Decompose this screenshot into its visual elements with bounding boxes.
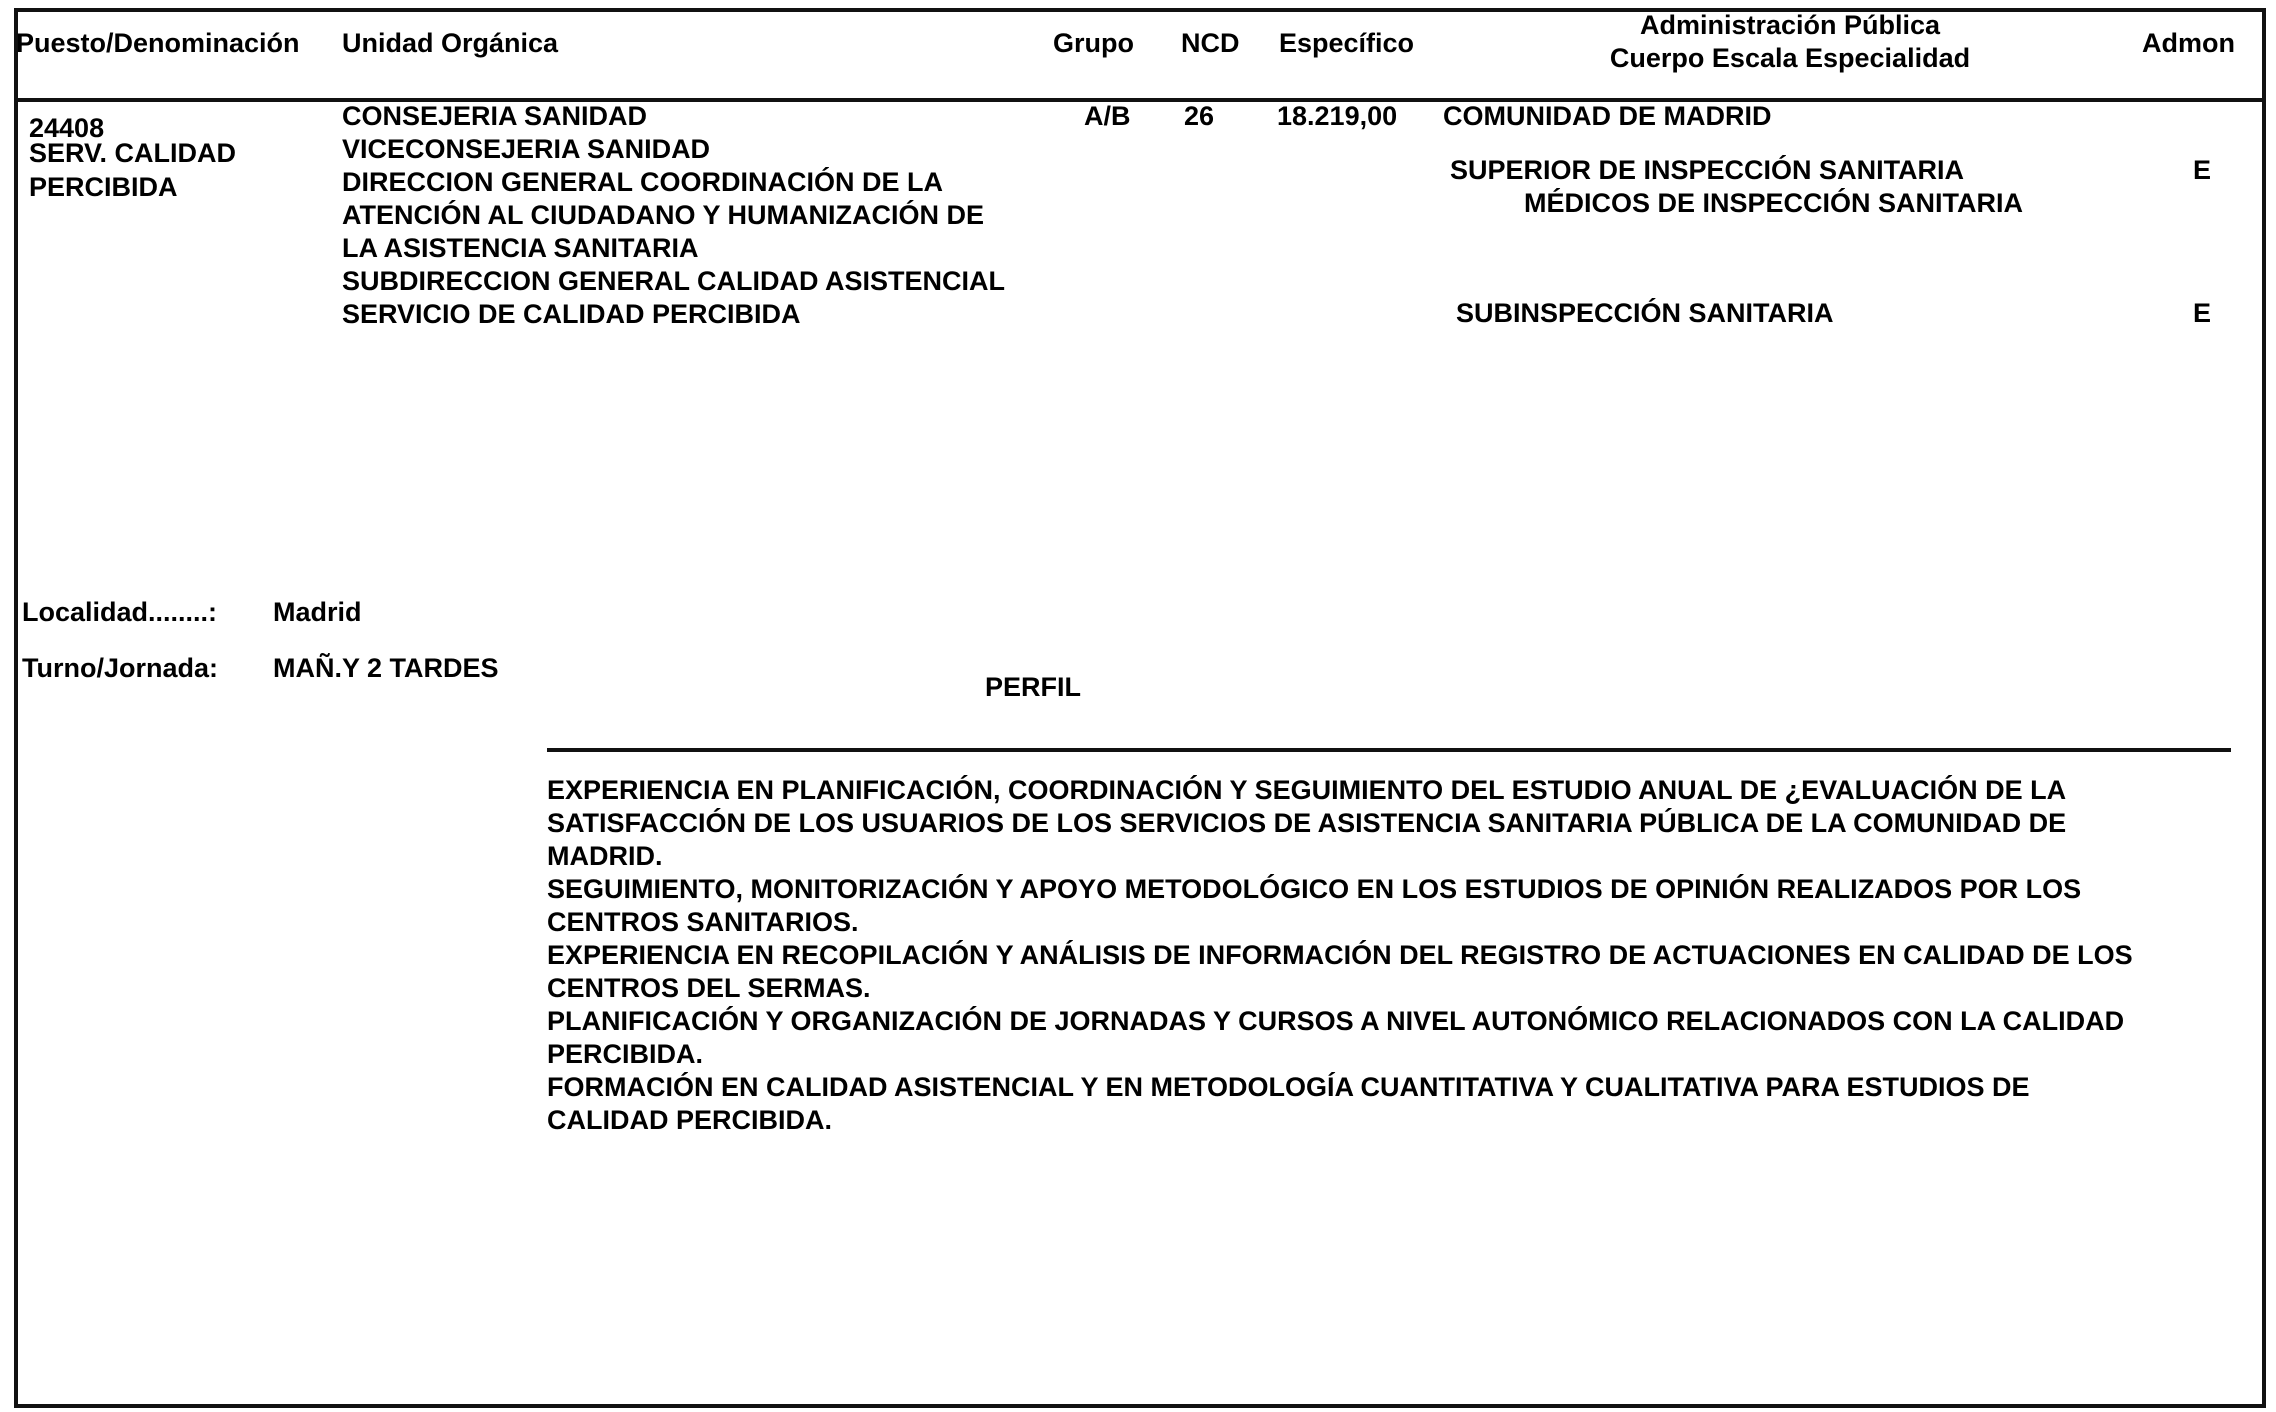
ncd-value: 26 [1184, 101, 1215, 131]
cuerpo-1: SUPERIOR DE INSPECCIÓN SANITARIA [1450, 155, 1965, 185]
especialidad-1: MÉDICOS DE INSPECCIÓN SANITARIA [1524, 188, 2024, 218]
especifico-value: 18.219,00 [1277, 101, 1398, 131]
header-ncd: NCD [1181, 28, 1240, 58]
grupo-value: A/B [1084, 101, 1131, 131]
admon-2: E [2193, 298, 2212, 328]
perfil-line: SATISFACCIÓN DE LOS USUARIOS DE LOS SERVICIOS DE ASISTENCIA SANITARIA PÚBLICA DE LA COMUNIDAD DE [547, 808, 2067, 838]
header-admon: Admon [2142, 28, 2235, 58]
header-admin-publica: Administración Pública [1639, 10, 1941, 40]
header-unidad: Unidad Orgánica [342, 28, 559, 58]
perfil-divider [547, 748, 2231, 752]
localidad-value: Madrid [273, 597, 362, 627]
perfil-line: EXPERIENCIA EN RECOPILACIÓN Y ANÁLISIS DE INFORMACIÓN DEL REGISTRO DE ACTUACIONES EN CALIDAD DE LOS [547, 940, 2133, 970]
puesto-codigo: 24408 [29, 113, 105, 143]
header-especifico: Específico [1279, 28, 1415, 58]
puesto-denominacion-line2: PERCIBIDA [29, 172, 178, 202]
unidad-line: DIRECCION GENERAL COORDINACIÓN DE LA [342, 167, 944, 197]
unidad-line: SERVICIO DE CALIDAD PERCIBIDA [342, 299, 801, 329]
turno-value: MAÑ.Y 2 TARDES [273, 653, 499, 683]
perfil-line: PERCIBIDA. [547, 1039, 704, 1069]
perfil-line: PLANIFICACIÓN Y ORGANIZACIÓN DE JORNADAS Y CURSOS A NIVEL AUTONÓMICO RELACIONADOS CON LA CALIDAD [547, 1006, 2125, 1036]
perfil-title: PERFIL [985, 672, 1082, 702]
perfil-line: MADRID. [547, 841, 663, 871]
unidad-line: ATENCIÓN AL CIUDADANO Y HUMANIZACIÓN DE [342, 200, 985, 230]
perfil-line: SEGUIMIENTO, MONITORIZACIÓN Y APOYO METODOLÓGICO EN LOS ESTUDIOS DE OPINIÓN REALIZADOS POR LOS [547, 874, 2082, 904]
header-grupo: Grupo [1053, 28, 1134, 58]
unidad-line: CONSEJERIA SANIDAD [342, 101, 648, 131]
cuerpo-2: SUBINSPECCIÓN SANITARIA [1456, 298, 1834, 328]
turno-label: Turno/Jornada: [22, 653, 219, 683]
administracion-value: COMUNIDAD DE MADRID [1443, 101, 1772, 131]
admon-1: E [2193, 155, 2212, 185]
perfil-line: CALIDAD PERCIBIDA. [547, 1105, 833, 1135]
puesto-denominacion-line1: SERV. CALIDAD [29, 138, 237, 168]
perfil-line: CENTROS DEL SERMAS. [547, 973, 871, 1003]
header-cuerpo-escala-especialidad: Cuerpo Escala Especialidad [1609, 43, 1971, 73]
header-puesto: Puesto/Denominación [16, 28, 300, 58]
unidad-line: LA ASISTENCIA SANITARIA [342, 233, 699, 263]
perfil-line: EXPERIENCIA EN PLANIFICACIÓN, COORDINACIÓN Y SEGUIMIENTO DEL ESTUDIO ANUAL DE ¿EVALUACIÓN DE LA [547, 775, 2067, 805]
unidad-line: VICECONSEJERIA SANIDAD [342, 134, 711, 164]
perfil-line: CENTROS SANITARIOS. [547, 907, 859, 937]
unidad-line: SUBDIRECCION GENERAL CALIDAD ASISTENCIAL [342, 266, 1006, 296]
localidad-label: Localidad........: [22, 597, 218, 627]
perfil-line: FORMACIÓN EN CALIDAD ASISTENCIAL Y EN METODOLOGÍA CUANTITATIVA Y CUALITATIVA PARA ESTUDIOS DE [547, 1072, 2030, 1102]
